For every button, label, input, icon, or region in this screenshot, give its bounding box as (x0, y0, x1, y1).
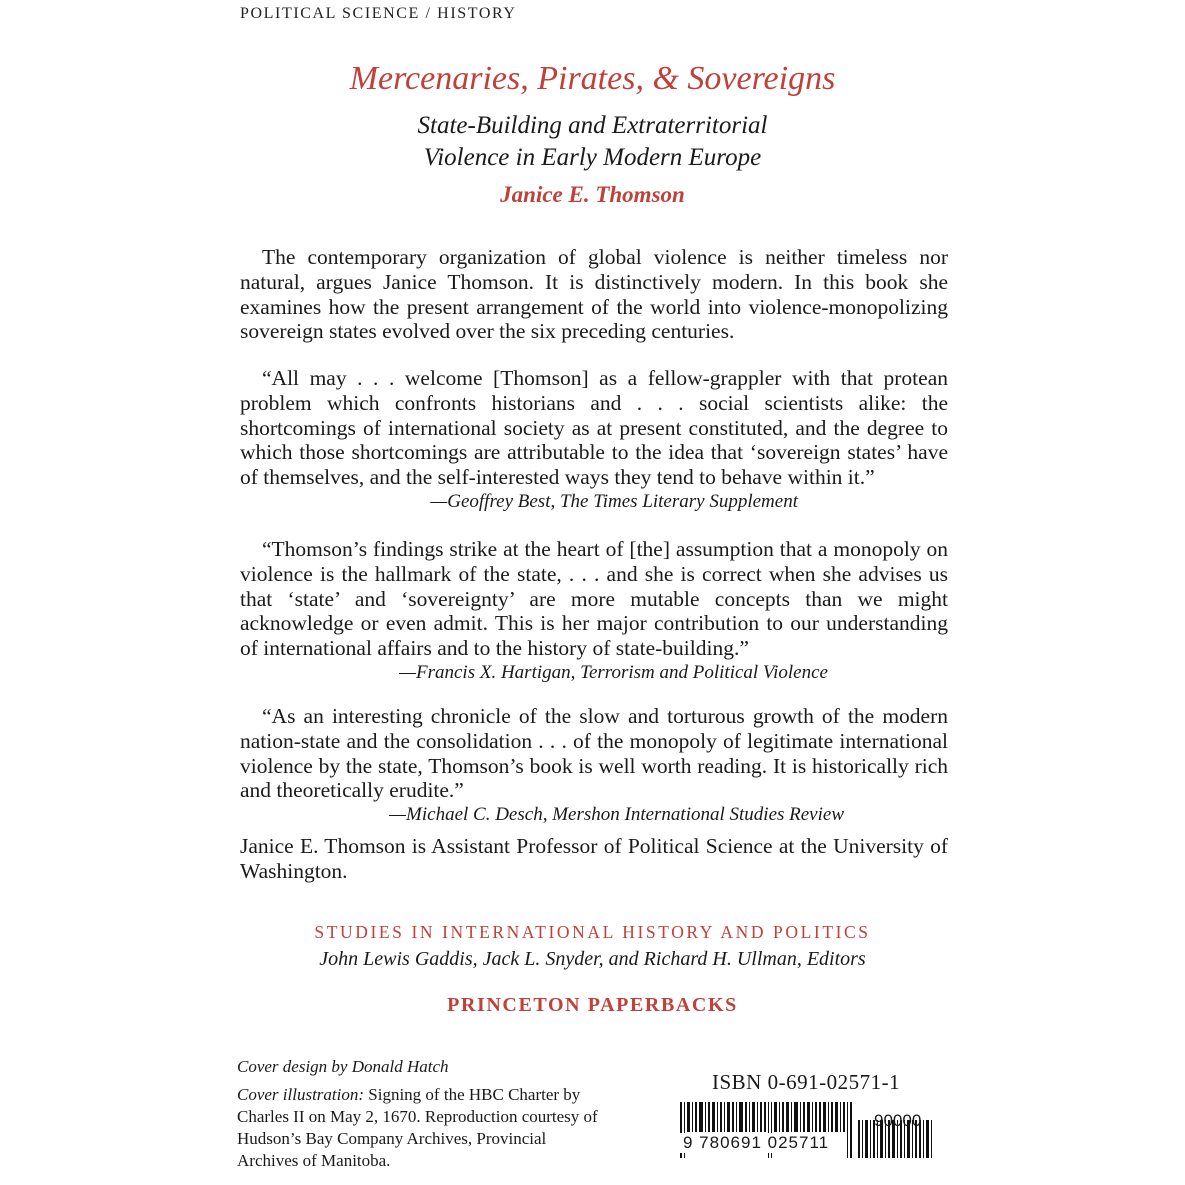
barcode-digits: 9 780691 025711 (680, 1133, 832, 1153)
barcode-addon-digits: 90000 (874, 1111, 922, 1130)
book-title: Mercenaries, Pirates, & Sovereigns (349, 60, 836, 97)
cover-illustration-credit (237, 1084, 607, 1172)
author-name: Janice E. Thomson (500, 182, 685, 207)
isbn-label: ISBN 0-691-02571-1 (712, 1070, 901, 1094)
quote-attribution: —Geoffrey Best, The Times Literary Supplement (430, 490, 798, 512)
bio-text: Janice E. Thomson is Assistant Professor of Political Science at the University of Washington. (240, 834, 948, 883)
quote-text: “All may . . . welcome [Thomson] as a fellow-grappler with that protean problem which confronts historians and . . . social scientists alike: the shortcomings of international society as at present constituted, and the degree to which those shortcomings are attributable to the idea that ‘sovereign states’ have of themselves, and the self-interested ways they tend to behave within it.” (240, 366, 948, 490)
series-name: STUDIES IN INTERNATIONAL HISTORY AND POLITICS (314, 922, 871, 942)
imprint-name: PRINCETON PAPERBACKS (447, 994, 738, 1016)
quote-text: “As an interesting chronicle of the slow and torturous growth of the modern nation-state and the consolidation . . . of the monopoly of legitimate international violence by the state, Thomson’s book is well worth reading. It is historically rich and theoretically erudite.” (240, 704, 948, 803)
quote-attribution: —Michael C. Desch, Mershon International Studies Review (389, 804, 844, 826)
category-label: POLITICAL SCIENCE / HISTORY (240, 5, 517, 22)
cover-design-text: Cover design by Donald Hatch (237, 1057, 449, 1076)
review-quote-3 (240, 704, 948, 827)
author-bio (240, 834, 948, 884)
book-subtitle (0, 110, 1185, 174)
quote-attribution: —Francis X. Hartigan, Terrorism and Political Violence (399, 661, 828, 683)
quote-text: “Thomson’s findings strike at the heart of [the] assumption that a monopoly on violence is the hallmark of the state, . . . and she is correct when she advises us that ‘state’ and ‘sovereignty’ are more mutable concepts than we might acknowledge or even admit. This is her major contribution to our understanding of international affairs and to the history of state-building.” (240, 537, 948, 661)
blurb (240, 245, 948, 344)
blurb-text: The contemporary organization of global violence is neither timeless nor natural, argues Janice Thomson. It is distinctively modern. In this book she examines how the present arrangement of the world into violence-monopolizing sovereign states evolved over the six preceding centuries. (240, 245, 948, 344)
cover-illustration-label: Cover illustration: (237, 1085, 365, 1104)
subtitle-line-1: State-Building and Extraterritorial (417, 112, 768, 139)
cover-illustration-text: Signing of the HBC Charter by Charles II on May 2, 1670. Reproduction courtesy of Hudson’s Bay Company Archives, Provincial Archives of Manitoba. (237, 1085, 598, 1170)
cover-design-credit (237, 1056, 607, 1078)
subtitle-line-2: Violence in Early Modern Europe (423, 144, 762, 171)
series-editors: John Lewis Gaddis, Jack L. Snyder, and Richard H. Ullman, Editors (319, 948, 866, 970)
review-quote-2 (240, 537, 948, 685)
review-quote-1 (240, 366, 948, 514)
